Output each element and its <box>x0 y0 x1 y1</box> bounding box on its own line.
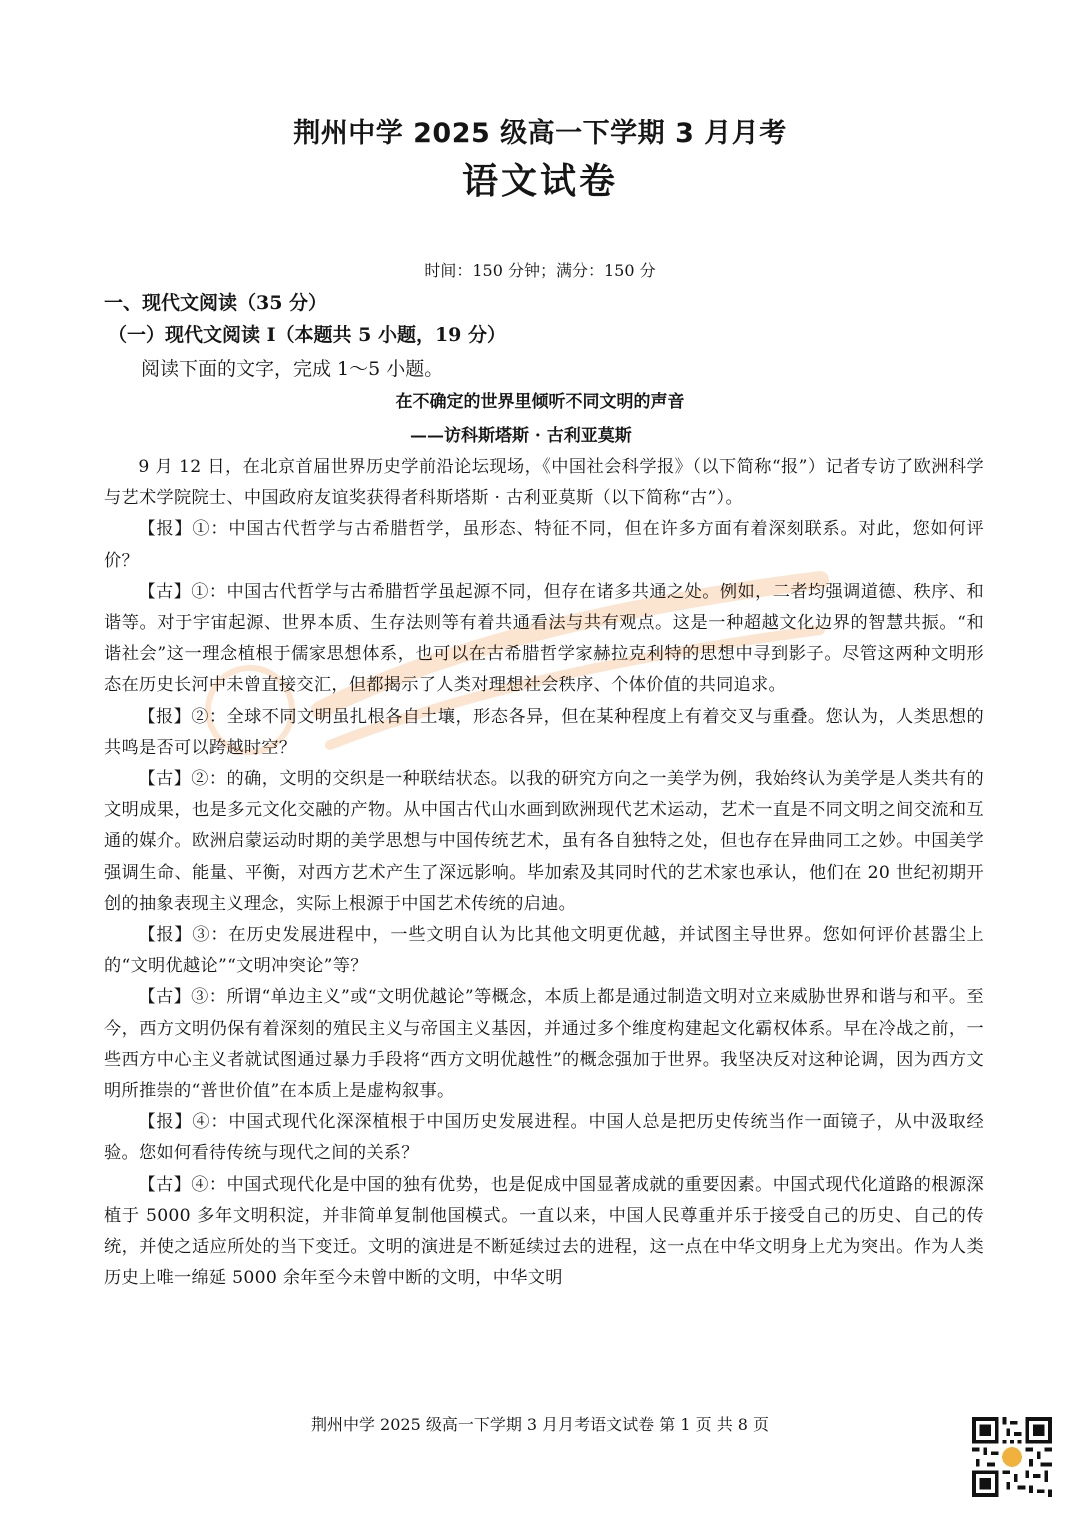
article-paragraph: 9 月 12 日，在北京首届世界历史学前沿论坛现场，《中国社会科学报》（以下简称“报”）记者专访了欧洲科学与艺术学院院士、中国政府友谊奖获得者科斯塔斯 · 古利亚莫斯（以下简称“古”）。 <box>104 457 984 509</box>
exam-title-line2: 语文试卷 <box>461 161 618 202</box>
article-title: 在不确定的世界里倾听不同文明的声音 <box>395 392 685 412</box>
qr-center-badge <box>1002 1447 1022 1467</box>
article-paragraph: 【古】④：中国式现代化是中国的独有优势，也是促成中国显著成就的重要因素。中国式现代化道路的根源深植于 5000 多年文明积淀，并非简单复制他国模式。一直以来，中国人民尊重并乐于接受自己的历史、自己的传统，并使之适应所处的当下变迁。文明的演进是不断延续过去的进程，这一点在中华文明身上尤为突出。作为人类历史上唯一绵延 5000 余年至今未曾中断的文明，中华文明 <box>104 1174 984 1289</box>
article-paragraph: 【报】①：中国古代哲学与古希腊哲学，虽形态、特征不同，但在许多方面有着深刻联系。对此，您如何评价？ <box>104 519 984 571</box>
article-paragraph: 【古】②：的确，文明的交织是一种联结状态。以我的研究方向之一美学为例，我始终认为美学是人类共有的文明成果，也是多元文化交融的产物。从中国古代山水画到欧洲现代艺术运动，艺术一直是不同文明之间交流和互通的媒介。欧洲启蒙运动时期的美学思想与中国传统艺术，虽有各自独特之处，但也存在异曲同工之妙。中国美学强调生命、能量、平衡，对西方艺术产生了深远影响。毕加索及其同时代的艺术家也承认，他们在 20 世纪初期开创的抽象表现主义理念，实际上根源于中国艺术传统的启迪。 <box>104 769 984 914</box>
exam-title-line1: 荆州中学 2025 级高一下学期 3 月月考 <box>293 118 787 149</box>
article-body <box>104 452 984 1294</box>
section-heading: 一、现代文阅读（35 分） <box>104 292 328 314</box>
reading-instruction: 阅读下面的文字，完成 1～5 小题。 <box>141 358 444 380</box>
article-paragraph: 【古】①：中国古代哲学与古希腊哲学虽起源不同，但存在诸多共通之处。例如，二者均强调道德、秩序、和谐等。对于宇宙起源、世界本质、生存法则等有着共通看法与共有观点。这是一种超越文化边界的智慧共振。“和谐社会”这一理念植根于儒家思想体系，也可以在古希腊哲学家赫拉克利特的思想中寻到影子。尽管这两种文明形态在历史长河中未曾直接交汇，但都揭示了人类对理想社会秩序、个体价值的共同追求。 <box>104 581 984 696</box>
article-subtitle: ——访科斯塔斯 · 古利亚莫斯 <box>410 426 632 446</box>
article-paragraph: 【报】②：全球不同文明虽扎根各自土壤，形态各异，但在某种程度上有着交叉与重叠。您认为，人类思想的共鸣是否可以跨越时空？ <box>104 706 984 758</box>
exam-time-info: 时间：150 分钟；满分：150 分 <box>424 261 656 280</box>
qr-code-icon <box>972 1417 1052 1497</box>
article-paragraph: 【报】③：在历史发展进程中，一些文明自认为比其他文明更优越，并试图主导世界。您如何评价甚嚣尘上的“文明优越论”“文明冲突论”等？ <box>104 925 984 977</box>
article-paragraph: 【古】③：所谓“单边主义”或“文明优越论”等概念，本质上都是通过制造文明对立来威胁世界和谐与和平。至今，西方文明仍保有着深刻的殖民主义与帝国主义基因，并通过多个维度构建起文化霸权体系。早在冷战之前，一些西方中心主义者就试图通过暴力手段将“西方文明优越性”的概念强加于世界。我坚决反对这种论调，因为西方文明所推崇的“普世价值”在本质上是虚构叙事。 <box>104 987 984 1102</box>
page-footer: 荆州中学 2025 级高一下学期 3 月月考语文试卷 第 1 页 共 8 页 <box>310 1415 770 1434</box>
article-paragraph: 【报】④：中国式现代化深深植根于中国历史发展进程。中国人总是把历史传统当作一面镜子，从中汲取经验。您如何看待传统与现代之间的关系？ <box>104 1112 984 1164</box>
subsection-heading: （一）现代文阅读 I（本题共 5 小题，19 分） <box>108 324 507 346</box>
